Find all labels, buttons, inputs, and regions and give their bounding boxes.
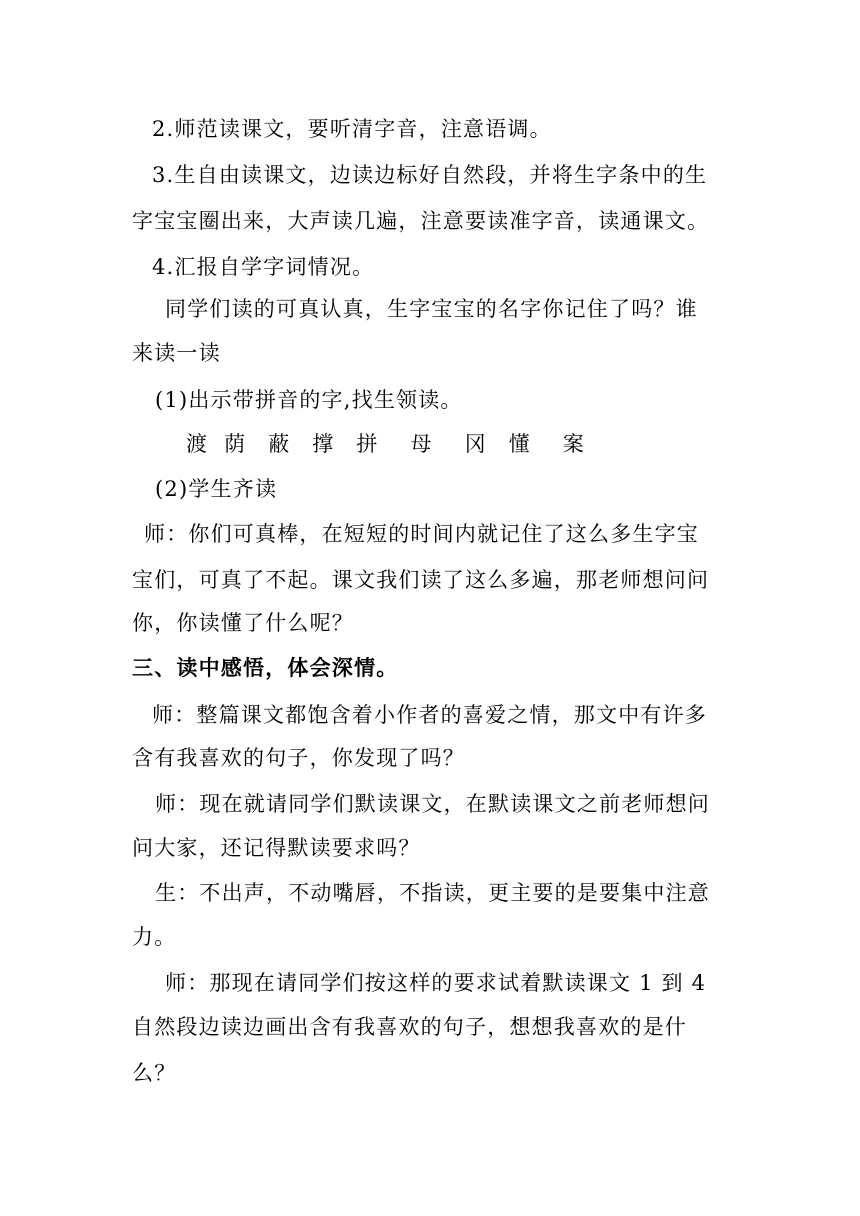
character: 案 <box>562 432 585 456</box>
character: 冈 <box>464 432 487 456</box>
text-line: 字宝宝圈出来，大声读几遍，注意要读准字音，读通课文。 <box>132 209 710 233</box>
text-line: 师：现在就请同学们默读课文，在默读课文之前老师想问 <box>155 792 710 816</box>
text-line: 2.师范读课文，要听清字音，注意语调。 <box>152 117 552 141</box>
section-heading: 三、读中感悟，体会深情。 <box>132 655 399 680</box>
text-line: 师：整篇课文都饱含着小作者的喜爱之情，那文中有许多 <box>152 703 707 727</box>
text-line: 么？ <box>132 1061 177 1085</box>
character: 母 <box>410 432 433 456</box>
text-line: 生：不出声，不动嘴唇，不指读，更主要的是要集中注意 <box>155 881 710 905</box>
text-line: 师：那现在请同学们按这样的要求试着默读课文 1 到 4 <box>165 971 707 995</box>
text-line: 3.生自由读课文，边读边标好自然段，并将生字条中的生 <box>152 163 708 187</box>
text-line: 4.汇报自学字词情况。 <box>152 255 375 279</box>
text-line: 同学们读的可真认真，生字宝宝的名字你记住了吗？谁 <box>165 297 698 321</box>
text-line: 你，你读懂了什么呢？ <box>132 611 354 635</box>
character: 渡 <box>186 432 209 456</box>
character: 荫 <box>224 432 247 456</box>
character: 拼 <box>356 432 379 456</box>
character: 蔽 <box>268 432 291 456</box>
text-line: 自然段边读边画出含有我喜欢的句子，想想我喜欢的是什 <box>132 1015 687 1039</box>
character-list <box>186 432 786 456</box>
character: 撑 <box>312 432 335 456</box>
text-line: (1)出示带拼音的字,找生领读。 <box>155 388 463 412</box>
character: 懂 <box>508 432 531 456</box>
text-line: (2)学生齐读 <box>155 477 278 501</box>
text-line: 师：你们可真棒，在短短的时间内就记住了这么多生字宝 <box>144 522 699 546</box>
text-line: 宝们，可真了不起。课文我们读了这么多遍，那老师想问问 <box>132 568 710 592</box>
text-line: 力。 <box>132 925 177 949</box>
text-line: 来读一读 <box>132 341 221 365</box>
text-line: 含有我喜欢的句子，你发现了吗？ <box>132 746 465 770</box>
text-line: 问大家，还记得默读要求吗？ <box>132 836 421 860</box>
